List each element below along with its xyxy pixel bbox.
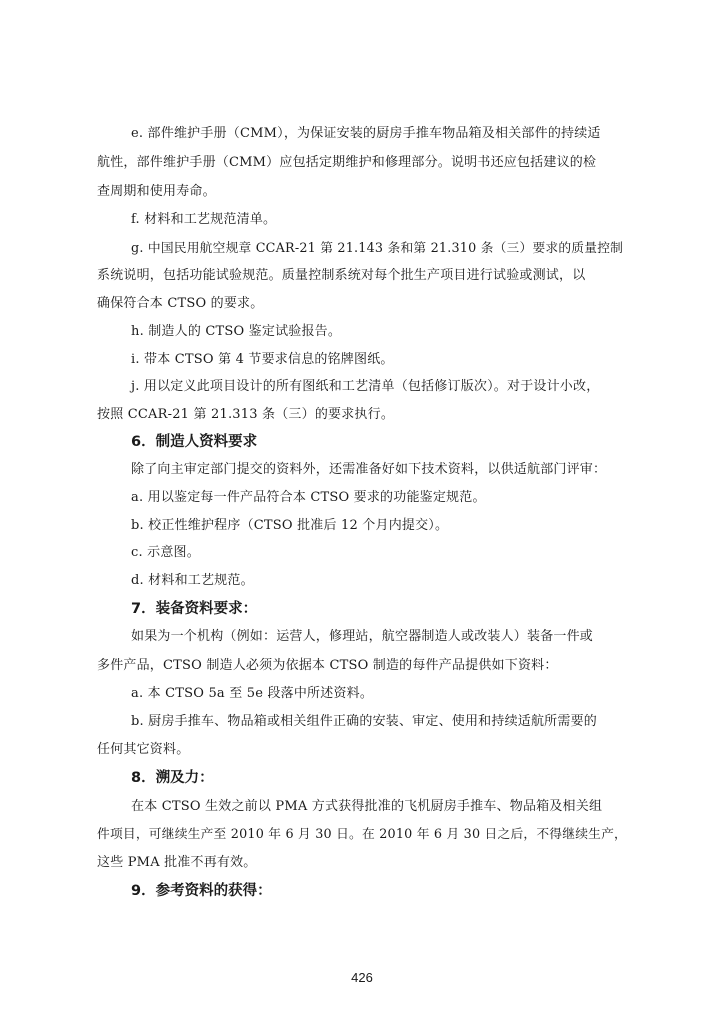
- paragraph-line: f. 材料和工艺规范清单。: [131, 212, 277, 227]
- paragraph-line: 件项目，可继续生产至 2010 年 6 月 30 日。在 2010 年 6 月 30 日之后，不得继续生产，: [97, 827, 627, 842]
- paragraph-line: a. 本 CTSO 5a 至 5e 段落中所述资料。: [131, 686, 374, 701]
- paragraph-line: 系统说明，包括功能试验规范。质量控制系统对每个批生产项目进行试验或测试，以: [97, 268, 586, 283]
- paragraph-line: 在本 CTSO 生效之前以 PMA 方式获得批准的飞机厨房手推车、物品箱及相关组: [131, 799, 603, 814]
- section-heading: 9．参考资料的获得：: [131, 883, 272, 899]
- section-heading: 8．溯及力：: [131, 770, 214, 786]
- paragraph-line: g. 中国民用航空规章 CCAR-21 第 21.143 条和第 21.310 条（三）要求的质量控制: [131, 241, 624, 256]
- paragraph-line: i. 带本 CTSO 第 4 节要求信息的铭牌图纸。: [131, 352, 394, 367]
- paragraph-line: c. 示意图。: [131, 545, 200, 560]
- paragraph-line: j. 用以定义此项目设计的所有图纸和工艺清单（包括修订版次）。对于设计小改，: [131, 379, 600, 394]
- paragraph-line: 这些 PMA 批准不再有效。: [97, 855, 257, 870]
- paragraph-line: b. 厨房手推车、物品箱或相关组件正确的安装、审定、使用和持续适航所需要的: [131, 714, 597, 729]
- paragraph-line: 航性，部件维护手册（CMM）应包括定期维护和修理部分。说明书还应包括建议的检: [97, 155, 597, 170]
- page-number: 426: [351, 970, 373, 985]
- paragraph-line: 如果为一个机构（例如：运营人，修理站，航空器制造人或改装人）装备一件或: [131, 629, 594, 644]
- paragraph-line: 任何其它资料。: [97, 742, 190, 757]
- paragraph-line: 除了向主审定部门提交的资料外，还需准备好如下技术资料，以供适航部门评审：: [131, 462, 607, 477]
- paragraph-line: 按照 CCAR-21 第 21.313 条（三）的要求执行。: [97, 407, 395, 422]
- paragraph-line: b. 校正性维护程序（CTSO 批准后 12 个月内提交）。: [131, 518, 449, 533]
- paragraph-line: 确保符合本 CTSO 的要求。: [97, 296, 264, 311]
- section-heading: 6．制造人资料要求: [131, 434, 258, 450]
- paragraph-line: h. 制造人的 CTSO 鉴定试验报告。: [131, 324, 342, 339]
- paragraph-line: a. 用以鉴定每一件产品符合本 CTSO 要求的功能鉴定规范。: [131, 490, 486, 505]
- paragraph-line: d. 材料和工艺规范。: [131, 573, 254, 588]
- section-heading: 7．装备资料要求：: [131, 601, 258, 617]
- paragraph-line: 查周期和使用寿命。: [97, 184, 216, 199]
- paragraph-line: e. 部件维护手册（CMM），为保证安装的厨房手推车物品箱及相关部件的持续适: [131, 126, 601, 141]
- paragraph-line: 多件产品，CTSO 制造人必须为依据本 CTSO 制造的每件产品提供如下资料：: [97, 658, 558, 673]
